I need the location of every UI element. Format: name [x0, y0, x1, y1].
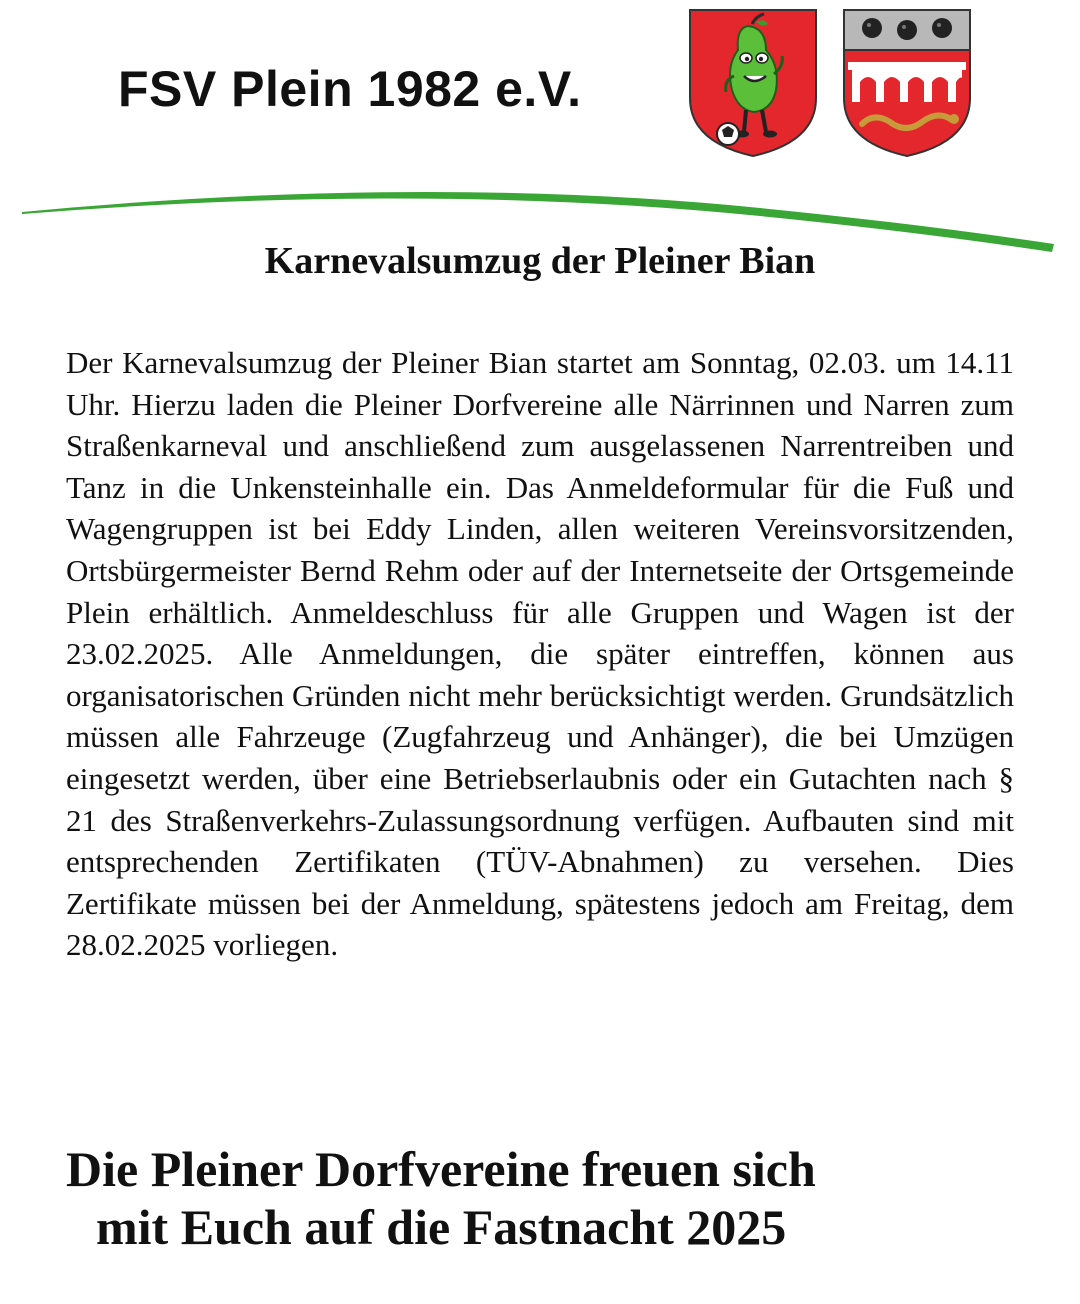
closing-line-2: mit Euch auf die Fastnacht 2025	[96, 1199, 787, 1255]
pear-mascot-football-crest-icon	[686, 6, 820, 160]
headline: Karnevalsumzug der Pleiner Bian	[264, 240, 816, 282]
closing-line-1: Die Pleiner Dorfvereine freuen sich	[66, 1141, 816, 1197]
announcement-body-text: Der Karnevalsumzug der Pleiner Bian startet am Sonntag, 02.03. um 14.11 Uhr. Hierzu laden die Pleiner Dorfvereine alle Närrinnen und Narren zum Straßenkarneval und anschließend zum ausgelassenen Narrentreiben und Tanz in die Unkensteinhalle ein. Das Anmeldeformular für die Fuß und Wagengruppen ist bei Eddy Linden, allen weiteren Vereinsvorsitzenden, Ortsbürgermeister Bernd Rehm oder auf der Internetseite der Ortsgemeinde Plein erhältlich. Anmeldeschluss für alle Gruppen und Wagen ist der 23.02.2025. Alle Anmeldungen, die später eintreffen, können aus organisatorischen Gründen nicht mehr berücksichtigt werden. Grundsätzlich müssen alle Fahrzeuge (Zugfahrzeug und Anhänger), die bei Umzügen eingesetzt werden, über eine Betriebserlaubnis oder ein Gutachten nach § 21 des Straßenverkehrs-Zulassungsordnung verfügen. Aufbauten sind mit entsprechenden Zertifikaten (TÜV-Abnahmen) zu versehen. Dies Zertifikate müssen bei der Anmeldung, spätestens jedoch am Freitag, dem 28.02.2025 vorliegen.	[66, 345, 1014, 963]
org-name: FSV Plein 1982 e.V.	[118, 61, 582, 117]
closing-message	[66, 1140, 1066, 1256]
village-coat-of-arms-bridge-crest-icon	[840, 6, 974, 160]
